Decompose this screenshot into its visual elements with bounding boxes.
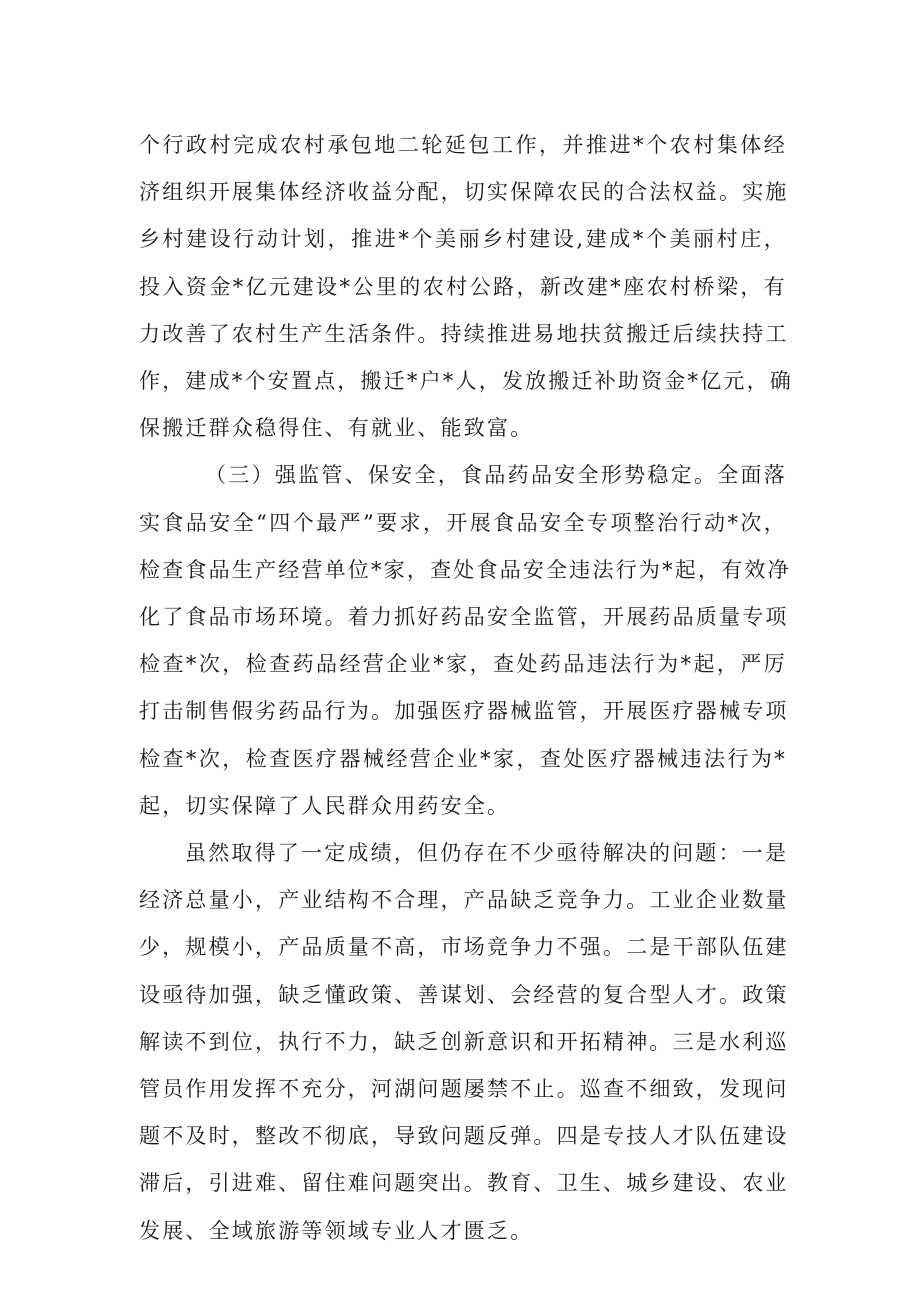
- paragraph-rural-construction: [139, 122, 793, 452]
- text-line: 打击制售假劣药品行为。加强医疗器械监管，开展医疗器械专项: [139, 699, 789, 724]
- text-line: 经济总量小，产业结构不合理，产品缺乏竞争力。工业企业数量: [139, 888, 789, 913]
- paragraph-food-drug-safety: [139, 452, 791, 830]
- text-line: 济组织开展集体经济收益分配，切实保障农民的合法权益。实施: [139, 180, 789, 205]
- text-line: 少，规模小，产品质量不高，市场竞争力不强。二是干部队伍建: [139, 935, 789, 960]
- text-line: 题不及时，整改不彻底，导致问题反弹。四是专技人才队伍建设: [139, 1124, 789, 1149]
- text-line: 检查*次，检查医疗器械经营企业*家，查处医疗器械违法行为*: [139, 746, 787, 771]
- text-line: 解读不到位，执行不力，缺乏创新意识和开拓精神。三是水利巡: [139, 1029, 789, 1054]
- text-line: 起，切实保障了人民群众用药安全。: [139, 793, 511, 818]
- text-line: 检查*次，检查药品经营企业*家，查处药品违法行为*起，严厉: [139, 652, 787, 677]
- text-line: 发展、全域旅游等领域专业人才匮乏。: [139, 1218, 534, 1243]
- text-line: 投入资金*亿元建设*公里的农村公路，新改建*座农村桥梁，有: [139, 274, 787, 299]
- text-line: 保搬迁群众稳得住、有就业、能致富。: [139, 416, 534, 441]
- text-line: 作，建成*个安置点，搬迁*户*人，发放搬迁补助资金*亿元，确: [139, 369, 793, 394]
- text-line: 实食品安全“四个最严”要求，开展食品安全专项整治行动*次，: [139, 510, 787, 535]
- text-line: 管员作用发挥不充分，河湖问题屡禁不止。巡查不细致，发现问: [139, 1077, 789, 1102]
- text-line: 设亟待加强，缺乏懂政策、善谋划、会经营的复合型人才。政策: [139, 982, 789, 1007]
- text-line: 力改善了农村生产生活条件。持续推进易地扶贫搬迁后续扶持工: [139, 321, 789, 346]
- text-line: 虽然取得了一定成绩，但仍存在不少亟待解决的问题：一是: [185, 841, 789, 866]
- section-heading-line: （三）强监管、保安全，食品药品安全形势稳定。全面落: [205, 463, 787, 488]
- paragraph-problems: [139, 830, 787, 1255]
- text-line: 个行政村完成农村承包地二轮延包工作，并推进*个农村集体经: [139, 133, 787, 157]
- text-line: 化了食品市场环境。着力抓好药品安全监管，开展药品质量专项: [139, 605, 789, 630]
- text-line: 乡村建设行动计划，推进*个美丽乡村建设,建成*个美丽村庄，: [139, 227, 787, 252]
- document-body: [139, 122, 793, 1255]
- text-line: 检查食品生产经营单位*家，查处食品安全违法行为*起，有效净: [139, 557, 791, 582]
- text-line: 滞后，引进难、留住难问题突出。教育、卫生、城乡建设、农业: [139, 1171, 789, 1196]
